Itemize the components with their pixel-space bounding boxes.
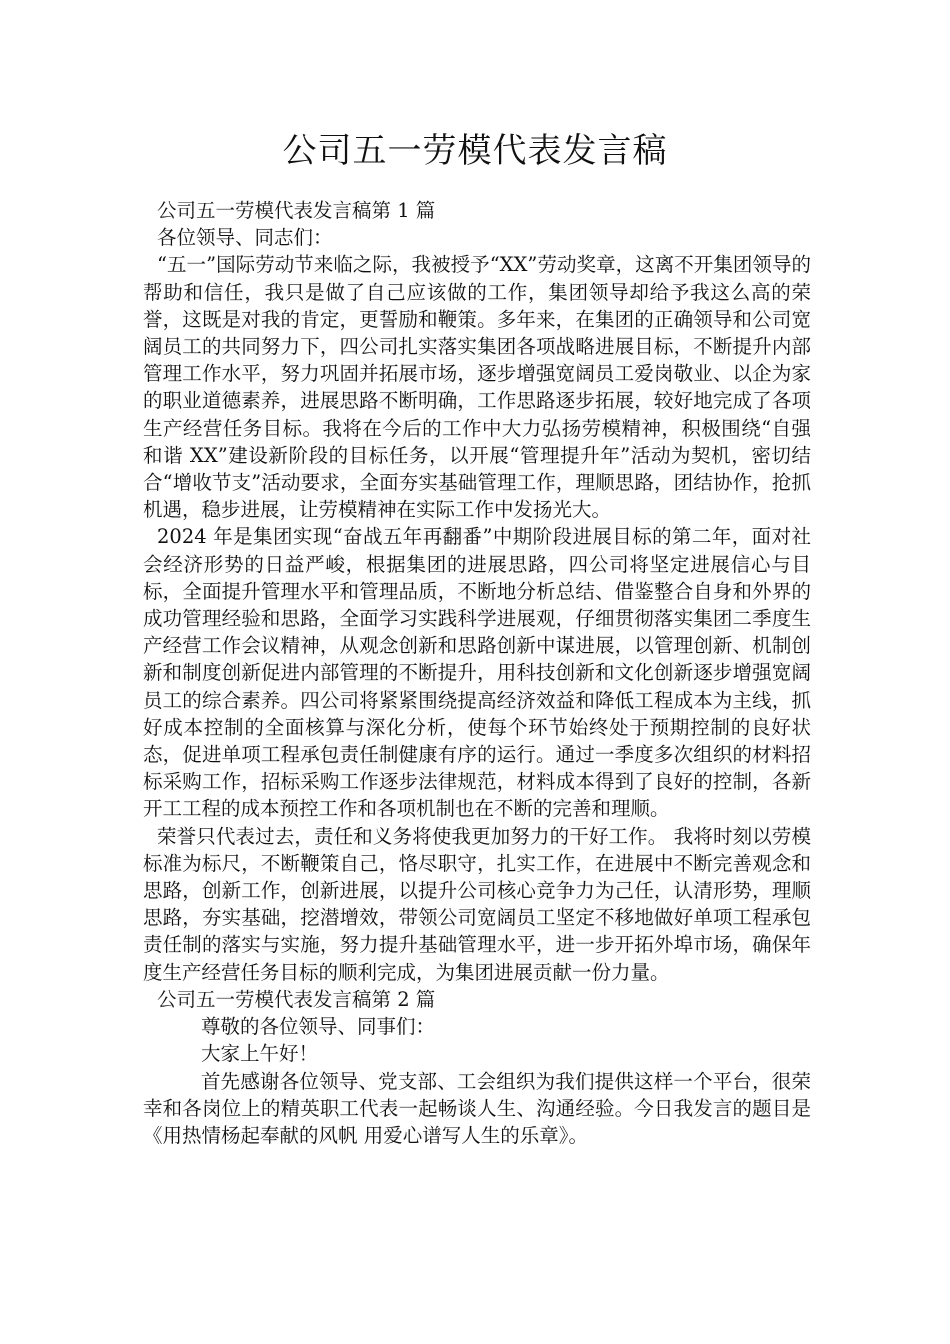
greeting-2: 尊敬的各位领导、同事们：	[201, 1015, 436, 1039]
section-heading-1: 公司五一劳模代表发言稿第 1 篇	[157, 199, 436, 222]
greeting-1: 各位领导、同志们：	[157, 226, 333, 250]
paragraph-3: 荣誉只代表过去，责任和义务将使我更加努力的干好工作。 我将时刻以劳模标准为标尺，不断鞭策自己，恪尽职守，扎实工作，在进展中不断完善观念和思路，创新工作，创新进展，以提升公司核心竞争力为己任，认清形势，理顺思路，夯实基础，挖潜增效，带领公司宽阔员工坚定不移地做好单项工程承包责任制的落实与实施，努力提升基础管理水平，进一步开拓外埠市场，确保年度生产经营任务目标的顺利完成，为集团进展贡献一份力量。	[143, 824, 811, 984]
salutation-2: 大家上午好！	[201, 1042, 319, 1066]
paragraph-4: 首先感谢各位领导、党支部、工会组织为我们提供这样一个平台，很荣幸和各岗位上的精英职工代表一起畅谈人生、沟通经验。今日我发言的题目是《用热情杨起奉献的风帆 用爱心谱写人生的乐章》。	[143, 1069, 811, 1147]
document-body	[143, 197, 811, 1149]
paragraph-2: 2024 年是集团实现“奋战五年再翻番”中期阶段进展目标的第二年，面对社会经济形势的日益严峻，根据集团的进展思路，四公司将坚定进展信心与目标，全面提升管理水平和管理品质，不断地分析总结、借鉴整合自身和外界的成功管理经验和思路，全面学习实践科学进展观，仔细贯彻落实集团二季度生产经营工作会议精神，从观念创新和思路创新中谋进展，以管理创新、机制创新和制度创新促进内部管理的不断提升，用科技创新和文化创新逐步增强宽阔员工的综合素养。四公司将紧紧围绕提高经济效益和降低工程成本为主线，抓好成本控制的全面核算与深化分析，使每个环节始终处于预期控制的良好状态，促进单项工程承包责任制健康有序的运行。通过一季度多次组织的材料招标采购工作，招标采购工作逐步法律规范，材料成本得到了良好的控制，各新开工工程的成本预控工作和各项机制也在不断的完善和理顺。	[143, 525, 811, 821]
section-heading-2: 公司五一劳模代表发言稿第 2 篇	[157, 987, 436, 1011]
document-title: 公司五一劳模代表发言稿	[282, 131, 668, 171]
paragraph-1: “五一”国际劳动节来临之际，我被授予“XX”劳动奖章，这离不开集团领导的帮助和信任，我只是做了自己应该做的工作，集团领导却给予我这么高的荣誉，这既是对我的肯定，更誓励和鞭策。多年来，在集团的正确领导和公司宽阔员工的共同努力下，四公司扎实落实集团各项战略进展目标，不断提升内部管理工作水平，努力巩固并拓展市场，逐步增强宽阔员工爱岗敬业、以企为家的职业道德素养，进展思路不断明确，工作思路逐步拓展，较好地完成了各项生产经营任务目标。我将在今后的工作中大力弘扬劳模精神，积极围绕“自强和谐 XX”建设新阶段的目标任务，以开展“管理提升年”活动为契机，密切结合“增收节支”活动要求，全面夯实基础管理工作，理顺思路，团结协作，抢抓机遇，稳步进展，让劳模精神在实际工作中发扬光大。	[143, 253, 811, 522]
